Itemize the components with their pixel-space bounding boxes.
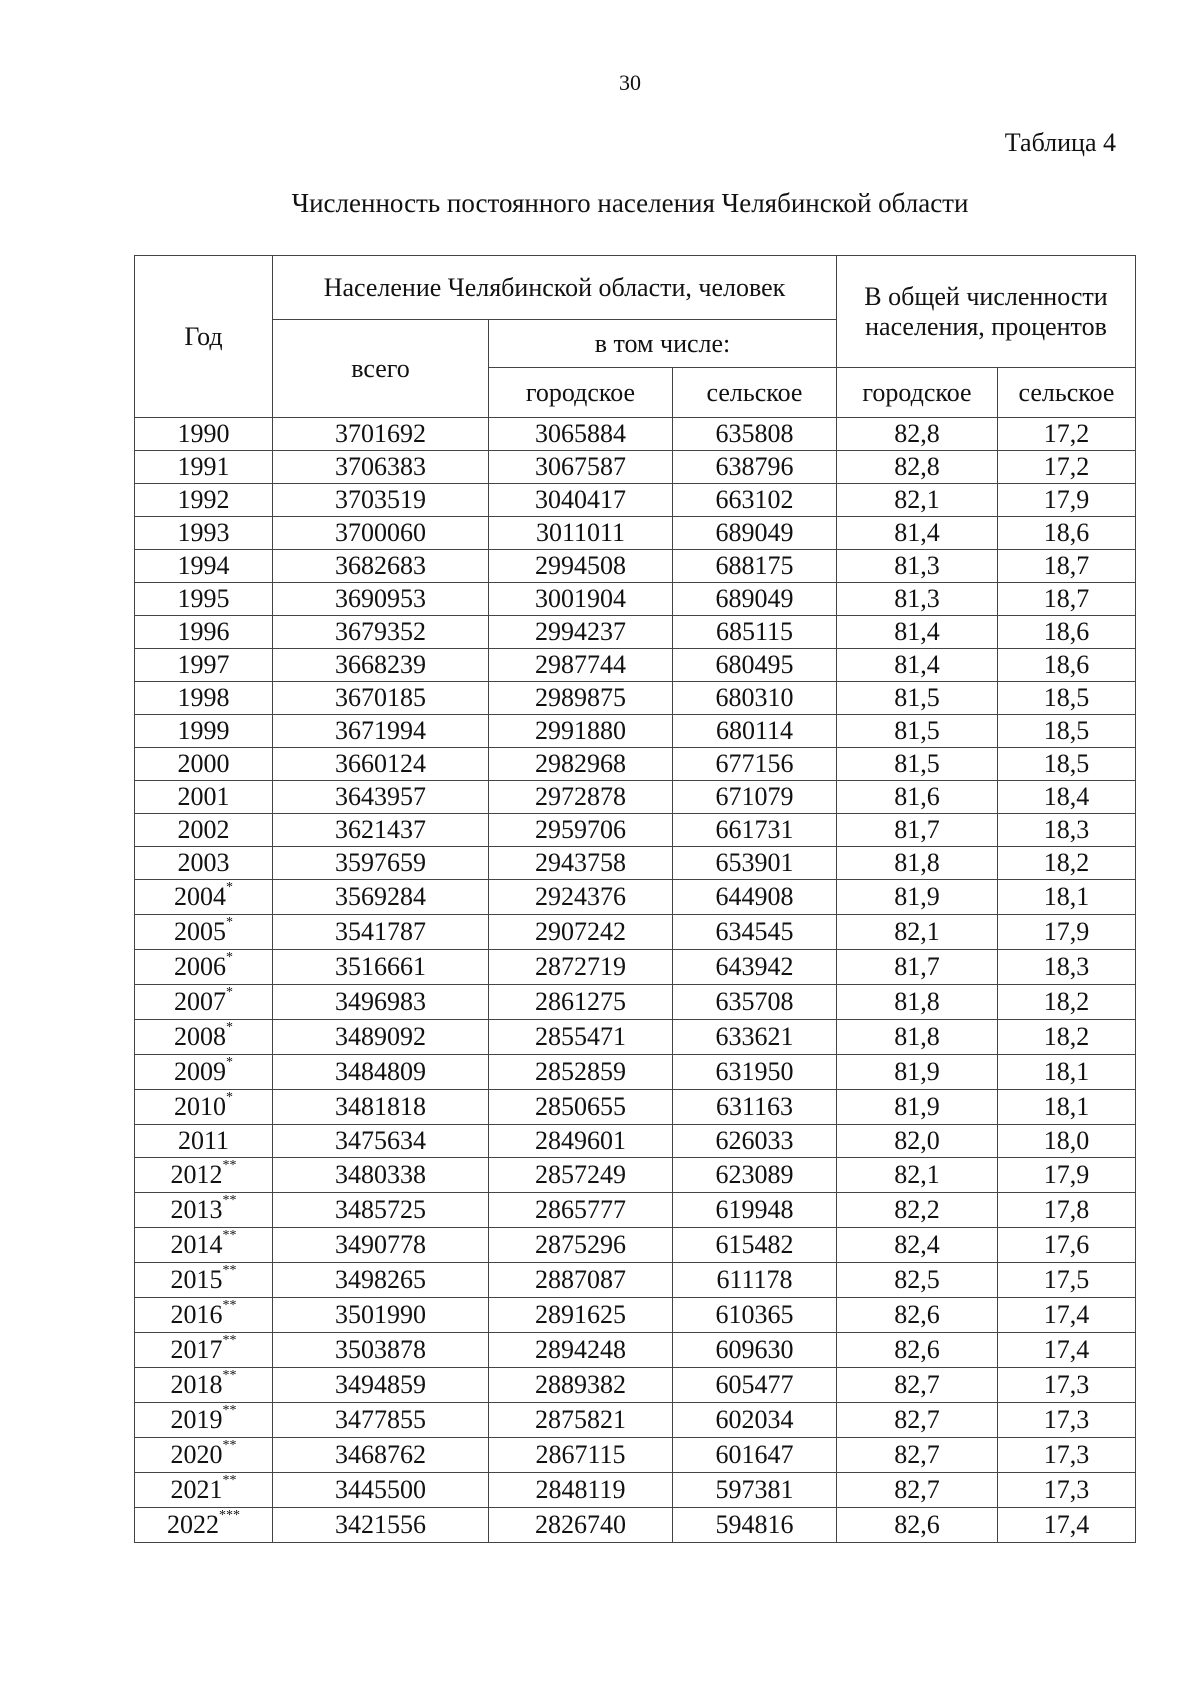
year-cell (135, 880, 273, 915)
footnote-mark: ** (222, 1403, 237, 1418)
urban-cell: 2861275 (489, 985, 673, 1020)
pct-rural-cell: 17,3 (998, 1438, 1136, 1473)
total-cell: 3597659 (273, 847, 489, 880)
table-row (135, 847, 1136, 880)
table-row (135, 1298, 1136, 1333)
pct-rural-cell: 18,0 (998, 1125, 1136, 1158)
urban-cell: 2867115 (489, 1438, 673, 1473)
pct-urban-cell: 81,5 (837, 715, 998, 748)
rural-cell: 631163 (673, 1090, 837, 1125)
year-value: 2009 (174, 1057, 226, 1086)
rural-cell: 601647 (673, 1438, 837, 1473)
pct-urban-cell: 81,4 (837, 616, 998, 649)
rural-cell: 635708 (673, 985, 837, 1020)
total-cell: 3490778 (273, 1228, 489, 1263)
table-row (135, 1193, 1136, 1228)
rural-cell: 633621 (673, 1020, 837, 1055)
header-including: в том числе: (489, 320, 837, 368)
header-urban: городское (489, 368, 673, 418)
year-value: 2022 (167, 1510, 219, 1539)
total-cell: 3671994 (273, 715, 489, 748)
pct-rural-cell: 17,4 (998, 1298, 1136, 1333)
table-row (135, 748, 1136, 781)
total-cell: 3706383 (273, 451, 489, 484)
rural-cell: 634545 (673, 915, 837, 950)
year-value: 1998 (177, 683, 230, 712)
header-share-urban: городское (837, 368, 998, 418)
total-cell: 3484809 (273, 1055, 489, 1090)
urban-cell: 2855471 (489, 1020, 673, 1055)
rural-cell: 610365 (673, 1298, 837, 1333)
urban-cell: 2994508 (489, 550, 673, 583)
table-row (135, 1020, 1136, 1055)
urban-cell: 2943758 (489, 847, 673, 880)
year-value: 1999 (177, 716, 230, 745)
total-cell: 3494859 (273, 1368, 489, 1403)
rural-cell: 638796 (673, 451, 837, 484)
year-value: 1994 (177, 551, 230, 580)
year-cell (135, 1193, 273, 1228)
year-cell (135, 484, 273, 517)
pct-urban-cell: 81,5 (837, 748, 998, 781)
total-cell: 3516661 (273, 950, 489, 985)
pct-rural-cell: 17,9 (998, 915, 1136, 950)
year-cell (135, 1090, 273, 1125)
urban-cell: 3040417 (489, 484, 673, 517)
urban-cell: 2875296 (489, 1228, 673, 1263)
pct-urban-cell: 82,2 (837, 1193, 998, 1228)
urban-cell: 2826740 (489, 1508, 673, 1543)
pct-urban-cell: 81,9 (837, 1055, 998, 1090)
footnote-mark: ** (222, 1228, 237, 1243)
table-row (135, 1473, 1136, 1508)
table-row (135, 517, 1136, 550)
total-cell: 3481818 (273, 1090, 489, 1125)
footnote-mark: ** (222, 1333, 237, 1348)
year-value: 2015 (170, 1265, 223, 1294)
urban-cell: 2887087 (489, 1263, 673, 1298)
rural-cell: 631950 (673, 1055, 837, 1090)
table-title: Численность постоянного населения Челябинской области (291, 188, 969, 218)
table-row (135, 715, 1136, 748)
pct-rural-cell: 18,3 (998, 814, 1136, 847)
table-row (135, 915, 1136, 950)
year-cell (135, 1125, 273, 1158)
year-cell (135, 748, 273, 781)
year-cell (135, 583, 273, 616)
footnote-mark: * (226, 1090, 233, 1105)
total-cell: 3660124 (273, 748, 489, 781)
pct-rural-cell: 18,1 (998, 880, 1136, 915)
rural-cell: 689049 (673, 583, 837, 616)
rural-cell: 680114 (673, 715, 837, 748)
header-share-rural: сельское (998, 368, 1136, 418)
pct-urban-cell: 82,7 (837, 1438, 998, 1473)
urban-cell: 2991880 (489, 715, 673, 748)
pct-urban-cell: 81,8 (837, 1020, 998, 1055)
total-cell: 3477855 (273, 1403, 489, 1438)
footnote-mark: * (226, 915, 233, 930)
urban-cell: 2857249 (489, 1158, 673, 1193)
total-cell: 3679352 (273, 616, 489, 649)
pct-rural-cell: 18,7 (998, 583, 1136, 616)
pct-urban-cell: 82,8 (837, 418, 998, 451)
year-value: 2016 (170, 1300, 223, 1329)
pct-urban-cell: 82,7 (837, 1368, 998, 1403)
pct-rural-cell: 17,3 (998, 1368, 1136, 1403)
total-cell: 3643957 (273, 781, 489, 814)
footnote-mark: * (226, 880, 233, 895)
urban-cell: 2994237 (489, 616, 673, 649)
total-cell: 3480338 (273, 1158, 489, 1193)
footnote-mark: * (226, 985, 233, 1000)
urban-cell: 2989875 (489, 682, 673, 715)
total-cell: 3569284 (273, 880, 489, 915)
footnote-mark: ** (222, 1298, 237, 1313)
table-row (135, 950, 1136, 985)
pct-rural-cell: 17,5 (998, 1263, 1136, 1298)
urban-cell: 2865777 (489, 1193, 673, 1228)
rural-cell: 685115 (673, 616, 837, 649)
rural-cell: 680495 (673, 649, 837, 682)
total-cell: 3670185 (273, 682, 489, 715)
footnote-mark: ** (222, 1438, 237, 1453)
pct-urban-cell: 82,1 (837, 915, 998, 950)
table-row (135, 1368, 1136, 1403)
rural-cell: 635808 (673, 418, 837, 451)
pct-urban-cell: 81,9 (837, 1090, 998, 1125)
footnote-mark: ** (222, 1473, 237, 1488)
pct-rural-cell: 18,6 (998, 517, 1136, 550)
table-row (135, 418, 1136, 451)
rural-cell: 623089 (673, 1158, 837, 1193)
total-cell: 3421556 (273, 1508, 489, 1543)
table-row (135, 781, 1136, 814)
pct-rural-cell: 18,6 (998, 649, 1136, 682)
year-value: 1990 (177, 419, 230, 448)
year-value: 2003 (177, 848, 230, 877)
pct-urban-cell: 81,5 (837, 682, 998, 715)
year-value: 2006 (174, 952, 226, 981)
header-total: всего (273, 320, 489, 418)
pct-urban-cell: 82,0 (837, 1125, 998, 1158)
year-value: 1993 (177, 518, 230, 547)
year-cell (135, 418, 273, 451)
urban-cell: 2889382 (489, 1368, 673, 1403)
year-value: 1992 (177, 485, 230, 514)
year-value: 2000 (177, 749, 230, 778)
urban-cell: 2852859 (489, 1055, 673, 1090)
rural-cell: 680310 (673, 682, 837, 715)
footnote-mark: * (226, 950, 233, 965)
pct-rural-cell: 17,4 (998, 1333, 1136, 1368)
pct-urban-cell: 82,7 (837, 1473, 998, 1508)
rural-cell: 653901 (673, 847, 837, 880)
total-cell: 3700060 (273, 517, 489, 550)
rural-cell: 609630 (673, 1333, 837, 1368)
year-value: 2012 (170, 1160, 223, 1189)
pct-rural-cell: 18,6 (998, 616, 1136, 649)
pct-urban-cell: 81,6 (837, 781, 998, 814)
year-cell (135, 1473, 273, 1508)
urban-cell: 3067587 (489, 451, 673, 484)
year-cell (135, 950, 273, 985)
total-cell: 3621437 (273, 814, 489, 847)
pct-rural-cell: 17,3 (998, 1473, 1136, 1508)
pct-rural-cell: 18,5 (998, 748, 1136, 781)
pct-urban-cell: 81,3 (837, 550, 998, 583)
year-cell (135, 1403, 273, 1438)
year-cell (135, 715, 273, 748)
pct-rural-cell: 18,5 (998, 715, 1136, 748)
total-cell: 3690953 (273, 583, 489, 616)
footnote-mark: ** (222, 1193, 237, 1208)
pct-rural-cell: 17,2 (998, 418, 1136, 451)
footnote-mark: *** (219, 1508, 240, 1523)
rural-cell: 626033 (673, 1125, 837, 1158)
table-row (135, 880, 1136, 915)
total-cell: 3485725 (273, 1193, 489, 1228)
year-value: 2020 (170, 1440, 223, 1469)
rural-cell: 677156 (673, 748, 837, 781)
table-row (135, 1508, 1136, 1543)
urban-cell: 2872719 (489, 950, 673, 985)
rural-cell: 602034 (673, 1403, 837, 1438)
pct-urban-cell: 81,7 (837, 950, 998, 985)
year-value: 2004 (174, 882, 226, 911)
table-row (135, 1090, 1136, 1125)
year-cell (135, 649, 273, 682)
year-value: 2001 (177, 782, 230, 811)
pct-rural-cell: 18,2 (998, 847, 1136, 880)
urban-cell: 2875821 (489, 1403, 673, 1438)
year-value: 2017 (170, 1335, 223, 1364)
year-value: 1995 (177, 584, 230, 613)
urban-cell: 2848119 (489, 1473, 673, 1508)
year-value: 2005 (174, 917, 226, 946)
table-row (135, 1158, 1136, 1193)
year-value: 2011 (177, 1126, 230, 1155)
pct-rural-cell: 17,6 (998, 1228, 1136, 1263)
year-cell (135, 1020, 273, 1055)
rural-cell: 643942 (673, 950, 837, 985)
total-cell: 3468762 (273, 1438, 489, 1473)
pct-rural-cell: 17,3 (998, 1403, 1136, 1438)
pct-urban-cell: 81,9 (837, 880, 998, 915)
pct-rural-cell: 17,8 (998, 1193, 1136, 1228)
year-value: 2018 (170, 1370, 223, 1399)
year-value: 2014 (170, 1230, 223, 1259)
pct-urban-cell: 81,3 (837, 583, 998, 616)
pct-rural-cell: 18,2 (998, 1020, 1136, 1055)
year-value: 2008 (174, 1022, 226, 1051)
pct-rural-cell: 17,9 (998, 484, 1136, 517)
year-cell (135, 517, 273, 550)
urban-cell: 2924376 (489, 880, 673, 915)
table-row (135, 985, 1136, 1020)
urban-cell: 3001904 (489, 583, 673, 616)
footnote-mark: * (226, 1020, 233, 1035)
total-cell: 3498265 (273, 1263, 489, 1298)
pct-urban-cell: 82,1 (837, 484, 998, 517)
pct-urban-cell: 82,6 (837, 1333, 998, 1368)
page-number: 30 (619, 70, 641, 95)
year-cell (135, 781, 273, 814)
rural-cell: 615482 (673, 1228, 837, 1263)
header-year: Год (135, 256, 273, 418)
pct-rural-cell: 17,4 (998, 1508, 1136, 1543)
total-cell: 3475634 (273, 1125, 489, 1158)
year-value: 2013 (170, 1195, 223, 1224)
urban-cell: 2982968 (489, 748, 673, 781)
urban-cell: 2850655 (489, 1090, 673, 1125)
year-cell (135, 550, 273, 583)
year-value: 2019 (170, 1405, 223, 1434)
year-value: 1991 (177, 452, 230, 481)
year-cell (135, 1228, 273, 1263)
footnote-mark: ** (222, 1158, 237, 1173)
table-row (135, 550, 1136, 583)
pct-rural-cell: 18,5 (998, 682, 1136, 715)
rural-cell: 671079 (673, 781, 837, 814)
pct-rural-cell: 18,7 (998, 550, 1136, 583)
pct-urban-cell: 82,6 (837, 1298, 998, 1333)
pct-rural-cell: 17,9 (998, 1158, 1136, 1193)
year-cell (135, 1158, 273, 1193)
pct-urban-cell: 82,6 (837, 1508, 998, 1543)
pct-rural-cell: 18,2 (998, 985, 1136, 1020)
pct-rural-cell: 18,1 (998, 1055, 1136, 1090)
table-row (135, 682, 1136, 715)
footnote-mark: ** (222, 1263, 237, 1278)
total-cell: 3668239 (273, 649, 489, 682)
urban-cell: 2972878 (489, 781, 673, 814)
total-cell: 3496983 (273, 985, 489, 1020)
total-cell: 3445500 (273, 1473, 489, 1508)
urban-cell: 3011011 (489, 517, 673, 550)
rural-cell: 597381 (673, 1473, 837, 1508)
year-cell (135, 682, 273, 715)
year-cell (135, 1333, 273, 1368)
rural-cell: 605477 (673, 1368, 837, 1403)
header-rural: сельское (673, 368, 837, 418)
rural-cell: 688175 (673, 550, 837, 583)
rural-cell: 594816 (673, 1508, 837, 1543)
population-table (134, 255, 1136, 1543)
rural-cell: 644908 (673, 880, 837, 915)
total-cell: 3703519 (273, 484, 489, 517)
year-value: 2021 (170, 1475, 223, 1504)
pct-urban-cell: 81,4 (837, 649, 998, 682)
year-cell (135, 985, 273, 1020)
total-cell: 3541787 (273, 915, 489, 950)
year-cell (135, 1438, 273, 1473)
table-row (135, 1125, 1136, 1158)
year-value: 2010 (174, 1092, 226, 1121)
total-cell: 3503878 (273, 1333, 489, 1368)
pct-urban-cell: 81,8 (837, 985, 998, 1020)
year-value: 1997 (177, 650, 230, 679)
rural-cell: 611178 (673, 1263, 837, 1298)
total-cell: 3489092 (273, 1020, 489, 1055)
pct-rural-cell: 18,4 (998, 781, 1136, 814)
year-cell (135, 616, 273, 649)
table-row (135, 1055, 1136, 1090)
year-cell (135, 915, 273, 950)
urban-cell: 2894248 (489, 1333, 673, 1368)
table-label: Таблица 4 (1004, 128, 1116, 157)
year-cell (135, 1508, 273, 1543)
header-population-group: Население Челябинской области, человек (273, 256, 837, 320)
year-value: 2007 (174, 987, 226, 1016)
pct-urban-cell: 81,4 (837, 517, 998, 550)
urban-cell: 2907242 (489, 915, 673, 950)
year-cell (135, 1298, 273, 1333)
year-value: 1996 (177, 617, 230, 646)
rural-cell: 619948 (673, 1193, 837, 1228)
table-header (135, 256, 1136, 418)
table-row (135, 451, 1136, 484)
table-row (135, 1228, 1136, 1263)
header-share-group: В общей численности населения, процентов (837, 256, 1136, 368)
total-cell: 3701692 (273, 418, 489, 451)
rural-cell: 689049 (673, 517, 837, 550)
pct-rural-cell: 17,2 (998, 451, 1136, 484)
urban-cell: 2959706 (489, 814, 673, 847)
pct-urban-cell: 81,7 (837, 814, 998, 847)
pct-urban-cell: 82,1 (837, 1158, 998, 1193)
total-cell: 3682683 (273, 550, 489, 583)
pct-rural-cell: 18,3 (998, 950, 1136, 985)
table-row (135, 616, 1136, 649)
urban-cell: 2849601 (489, 1125, 673, 1158)
year-cell (135, 1263, 273, 1298)
footnote-mark: * (226, 1055, 233, 1070)
rural-cell: 661731 (673, 814, 837, 847)
pct-urban-cell: 82,5 (837, 1263, 998, 1298)
pct-urban-cell: 81,8 (837, 847, 998, 880)
urban-cell: 3065884 (489, 418, 673, 451)
table-row (135, 1333, 1136, 1368)
table-row (135, 583, 1136, 616)
year-value: 2002 (177, 815, 230, 844)
year-cell (135, 1368, 273, 1403)
pct-urban-cell: 82,8 (837, 451, 998, 484)
table-row (135, 1263, 1136, 1298)
total-cell: 3501990 (273, 1298, 489, 1333)
year-cell (135, 814, 273, 847)
year-cell (135, 847, 273, 880)
urban-cell: 2891625 (489, 1298, 673, 1333)
table-row (135, 1438, 1136, 1473)
pct-urban-cell: 82,4 (837, 1228, 998, 1263)
pct-rural-cell: 18,1 (998, 1090, 1136, 1125)
table-body (135, 418, 1136, 1543)
table-row (135, 484, 1136, 517)
year-cell (135, 1055, 273, 1090)
year-cell (135, 451, 273, 484)
rural-cell: 663102 (673, 484, 837, 517)
footnote-mark: ** (222, 1368, 237, 1383)
table-row (135, 649, 1136, 682)
pct-urban-cell: 82,7 (837, 1403, 998, 1438)
table-row (135, 1403, 1136, 1438)
table-row (135, 814, 1136, 847)
urban-cell: 2987744 (489, 649, 673, 682)
